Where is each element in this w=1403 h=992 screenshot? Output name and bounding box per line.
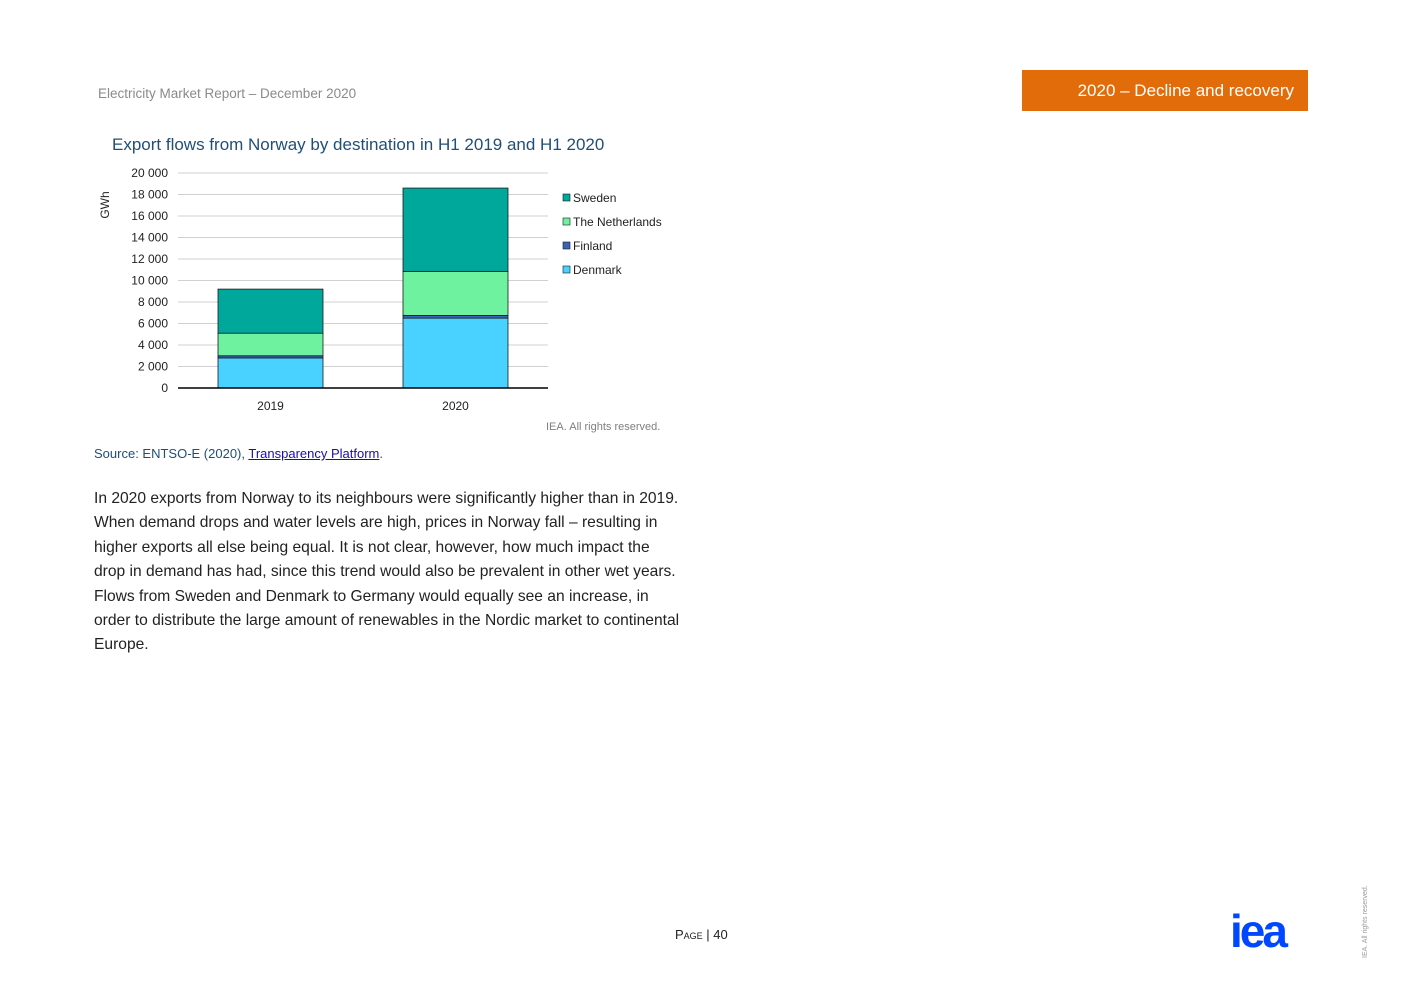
- legend-label: Finland: [573, 239, 613, 253]
- iea-logo: [1230, 913, 1310, 951]
- y-tick-label: 4 000: [137, 338, 168, 352]
- source-link[interactable]: Transparency Platform: [248, 446, 380, 461]
- legend-swatch: [563, 266, 570, 273]
- legend: [563, 191, 662, 277]
- source-line: [94, 446, 383, 461]
- bar-segment: [218, 289, 323, 333]
- y-tick-label: 10 000: [131, 273, 168, 288]
- page-number: [675, 927, 728, 942]
- legend-label: Sweden: [573, 191, 617, 205]
- y-tick-label: 20 000: [131, 166, 168, 180]
- y-tick-label: 16 000: [131, 209, 168, 223]
- y-axis-label: GWh: [98, 191, 112, 219]
- y-tick-label: 6 000: [137, 316, 168, 331]
- source-suffix: .: [379, 446, 384, 461]
- section-tab: 2020 – Decline and recovery: [1022, 70, 1308, 111]
- stacked-bar-chart: [90, 160, 690, 420]
- y-tick-label: 18 000: [131, 187, 168, 202]
- y-tick-label: 2 000: [137, 359, 168, 374]
- y-tick-label: 12 000: [131, 252, 168, 266]
- source-prefix: Source: ENTSO-E (2020),: [94, 446, 249, 461]
- bars: [218, 188, 508, 388]
- page-number-value: 40: [713, 927, 728, 942]
- bar-segment: [403, 315, 508, 318]
- rights-note: IEA. All rights reserved.: [546, 421, 661, 433]
- bar-segment: [403, 318, 508, 388]
- page-separator: |: [702, 927, 714, 942]
- legend-swatch: [563, 242, 570, 249]
- y-tick-label: 14 000: [131, 230, 168, 245]
- report-title: Electricity Market Report – December 2020: [98, 86, 357, 101]
- legend-swatch: [563, 194, 570, 201]
- y-tick-label: 8 000: [137, 295, 168, 309]
- body-paragraph: In 2020 exports from Norway to its neighbours were significantly higher than in 2019. When demand drops and water levels are high, prices in Norway fall – resulting in higher exports all else being equal. It is not clear, however, how much impact the drop in demand has had, since this trend would also be prevalent in other wet years. Flows from Sweden and Denmark to Germany would equally see an increase, in order to distribute the large amount of renewables in the Nordic market to continental Europe.: [94, 490, 680, 654]
- chart-title: Export flows from Norway by destination in H1 2019 and H1 2020: [112, 135, 605, 154]
- y-tick-label: 0: [161, 381, 168, 395]
- legend-label: The Netherlands: [573, 215, 662, 229]
- legend-swatch: [563, 218, 570, 225]
- x-tick-label: 2019: [257, 399, 284, 413]
- svg-text:iea: iea: [1230, 913, 1285, 951]
- x-tick-label: 2020: [442, 399, 469, 413]
- page-label: Page: [675, 927, 703, 942]
- bar-segment: [218, 358, 323, 388]
- side-rights-note: IEA. All rights reserved.: [1362, 885, 1369, 958]
- bar-segment: [218, 333, 323, 356]
- legend-label: Denmark: [573, 263, 622, 277]
- bar-segment: [403, 188, 508, 271]
- bar-segment: [403, 271, 508, 315]
